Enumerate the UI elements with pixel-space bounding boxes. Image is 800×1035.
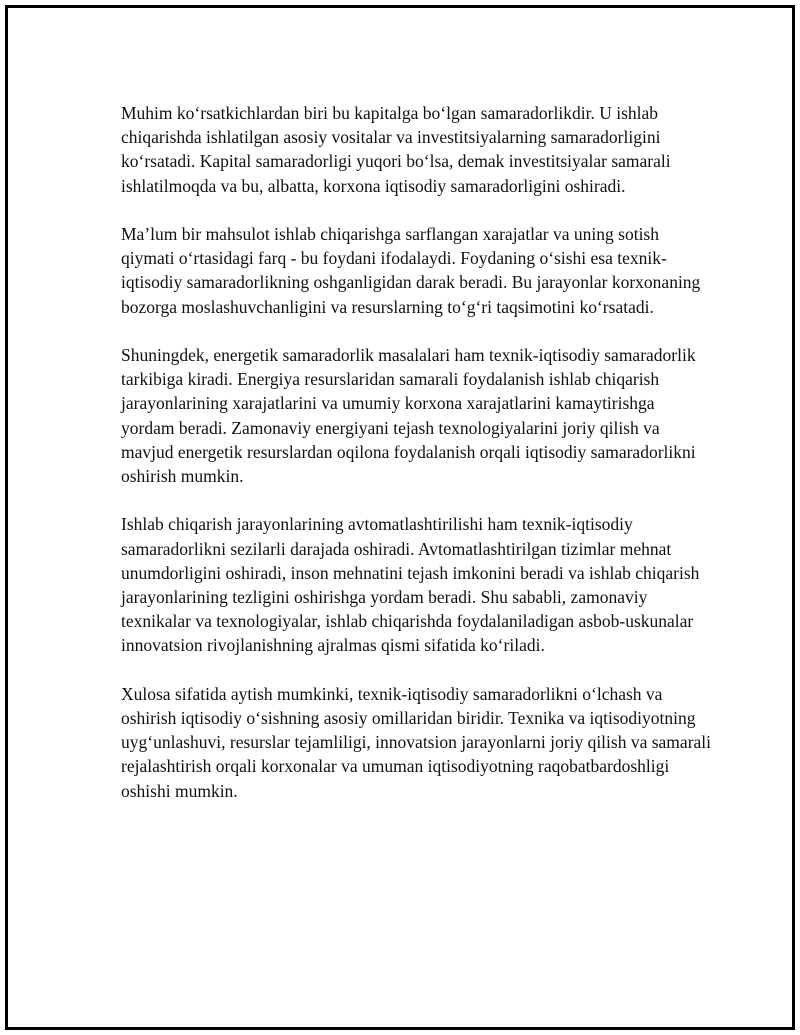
page-border [5, 5, 795, 1030]
paragraph-energy-efficiency: Shuningdek, energetik samaradorlik masalalari ham texnik-iqtisodiy samaradorlik tarkibiga kiradi. Energiya resurslaridan samarali foydalanish ishlab chiqarish jarayonlarining xarajatlarini va umumiy korxona xarajatlarini kamaytirishga yordam beradi. Zamonaviy energiyani tejash texnologiyalarini joriy qilish va mavjud energetik resurslardan oqilona foydalanish orqali iqtisodiy samaradorlikni oshirish mumkin. [121, 345, 696, 487]
paragraph-profit: Ma’lum bir mahsulot ishlab chiqarishga sarflangan xarajatlar va uning sotish qiymati o‘rtasidagi farq - bu foydani ifodalaydi. Foydaning o‘sishi esa texnik-iqtisodiy samaradorlikning oshganligidan darak beradi. Bu jarayonlar korxonaning bozorga moslashuvchanligini va resurslarning to‘g‘ri taqsimotini ko‘rsatadi. [121, 224, 701, 317]
paragraph-conclusion: Xulosa sifatida aytish mumkinki, texnik-iqtisodiy samaradorlikni o‘lchash va oshirish iqtisodiy o‘sishning asosiy omillaridan biridir. Texnika va iqtisodiyotning uyg‘unlashuvi, resurslar tejamliligi, innovatsion jarayonlarni joriy qilish va samarali rejalashtirish orqali korxonalar va umuman iqtisodiyotning raqobatbardoshligi oshishi mumkin. [121, 683, 712, 801]
document-body [121, 101, 711, 827]
paragraph-automation: Ishlab chiqarish jarayonlarining avtomatlashtirilishi ham texnik-iqtisodiy samaradorlikni sezilarli darajada oshiradi. Avtomatlashtirilgan tizimlar mehnat unumdorligini oshiradi, inson mehnatini tejash imkonini beradi va ishlab chiqarish jarayonlarining tezligini oshirishga yordam beradi. Shu sababli, zamonaviy texnikalar va texnologiyalar, ishlab chiqarishda foydalaniladigan asbob-uskunalar innovatsion rivojlanishning ajralmas qismi sifatida ko‘riladi. [121, 514, 700, 656]
paragraph-capital-efficiency: Muhim ko‘rsatkichlardan biri bu kapitalga bo‘lgan samaradorlikdir. U ishlab chiqarishda ishlatilgan asosiy vositalar va investitsiyalarning samaradorligini ko‘rsatadi. Kapital samaradorligi yuqori bo‘lsa, demak investitsiyalar samarali ishlatilmoqda va bu, albatta, korxona iqtisodiy samaradorligini oshiradi. [121, 103, 671, 196]
